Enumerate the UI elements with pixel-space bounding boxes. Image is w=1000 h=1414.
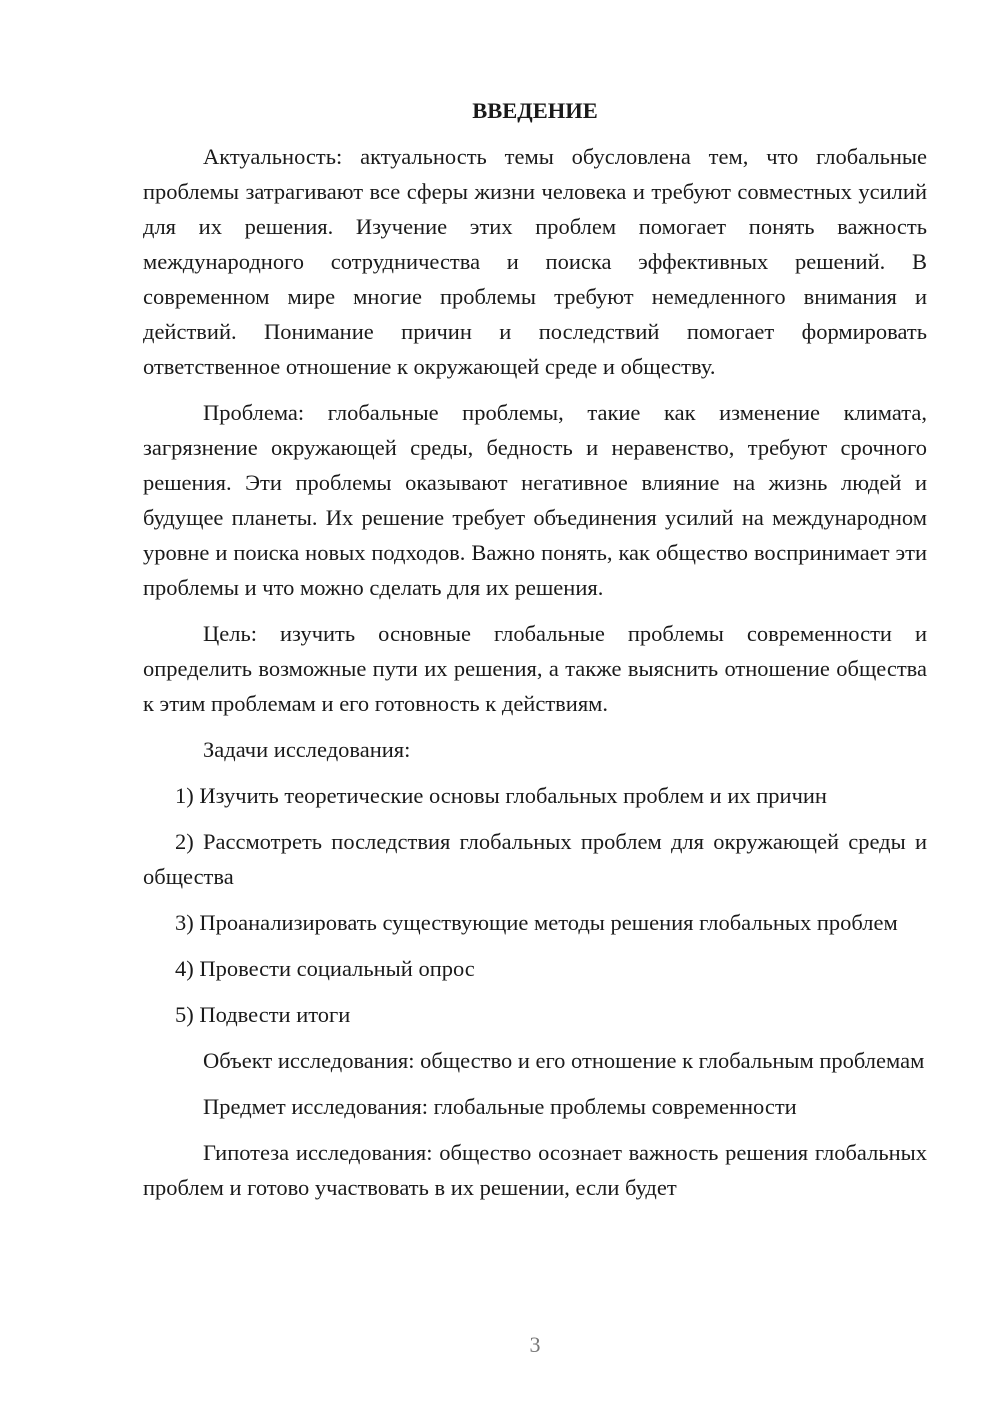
paragraph-goal: Цель: изучить основные глобальные проблемы современности и определить возможные пути их решения, а также выяснить отношение общества к этим проблемам и его готовность к действиям. xyxy=(143,621,927,716)
page-number: 3 xyxy=(529,1332,541,1357)
paragraph-hypothesis: Гипотеза исследования: общество осознает важность решения глобальных проблем и готово участвовать в их решении, если будет xyxy=(143,1140,927,1200)
paragraph-problem: Проблема: глобальные проблемы, такие как изменение климата, загрязнение окружающей среды, бедность и неравенство, требуют срочного решения. Эти проблемы оказывают негативное влияние на жизнь людей и будущее планеты. Их решение требует объединения усилий на международном уровне и поиска новых подходов. Важно понять, как общество воспринимает эти проблемы и что можно сделать для их решения. xyxy=(143,400,927,600)
paragraph-subject: Предмет исследования: глобальные проблемы современности xyxy=(203,1094,797,1119)
task-item-1: 1) Изучить теоретические основы глобальных проблем и их причин xyxy=(175,783,827,808)
task-item-2: 2) Рассмотреть последствия глобальных проблем для окружающей среды и общества xyxy=(143,829,927,889)
task-item-5: 5) Подвести итоги xyxy=(175,1002,351,1027)
task-item-3: 3) Проанализировать существующие методы решения глобальных проблем xyxy=(175,910,898,935)
task-item-4: 4) Провести социальный опрос xyxy=(175,956,475,981)
page-content xyxy=(143,94,927,1216)
paragraph-relevance: Актуальность: актуальность темы обусловлена тем, что глобальные проблемы затрагивают все сферы жизни человека и требуют совместных усилий для их решения. Изучение этих проблем помогает понять важность международного сотрудничества и поиска эффективных решений. В современном мире многие проблемы требуют немедленного внимания и действий. Понимание причин и последствий помогает формировать ответственное отношение к окружающей среде и обществу. xyxy=(143,144,927,379)
paragraph-object: Объект исследования: общество и его отношение к глобальным проблемам xyxy=(203,1048,925,1073)
section-title: ВВЕДЕНИЕ xyxy=(472,98,598,123)
paragraph-tasks-heading: Задачи исследования: xyxy=(203,737,411,762)
